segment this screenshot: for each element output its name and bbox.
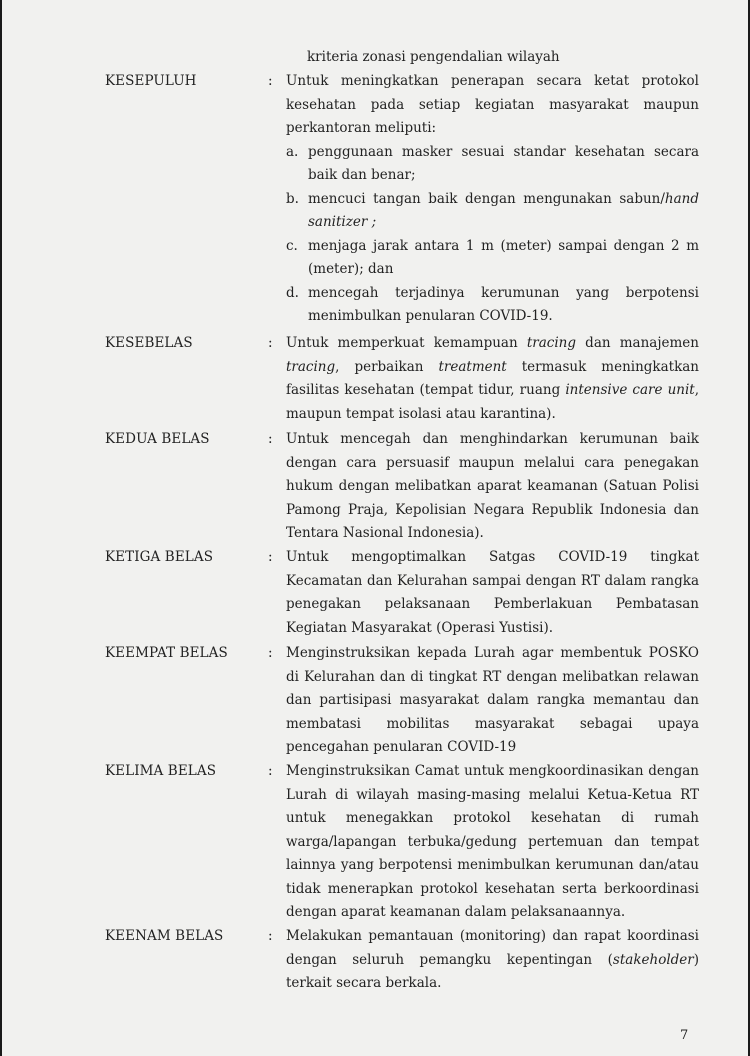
item-text: penggunaan masker sesuai standar kesehatan secara baik dan benar;: [308, 143, 699, 183]
text-run: ) terkait secara berkala.: [286, 951, 699, 991]
colon: :: [268, 763, 273, 779]
colon: :: [268, 431, 273, 447]
colon: :: [268, 928, 273, 944]
text-run-italic: tracing: [526, 335, 576, 351]
colon: :: [268, 645, 273, 661]
list-item: [286, 282, 699, 329]
section-body: [286, 546, 699, 640]
section-body: [286, 332, 699, 426]
section-text: Menginstruksikan Camat untuk mengkoordinasikan dengan Lurah di wilayah masing-masing melalui Ketua-Ketua RT untuk menegakkan protokol kesehatan di rumah warga/lapangan terbuka/gedung pertemuan dan tempat lainnya yang berpotensi menimbulkan kerumunan dan/atau tidak menerapkan protokol kesehatan serta berkoordinasi dengan aparat keamanan dalam pelaksanaannya.: [286, 763, 699, 920]
section-text: Menginstruksikan kepada Lurah agar membentuk POSKO di Kelurahan dan di tingkat RT dengan melibatkan relawan dan partisipasi masyarakat dalam rangka memantau dan membatasi mobilitas masyarakat sebagai upaya pencegahan penularan COVID-19: [286, 645, 699, 755]
section-text: Untuk mengoptimalkan Satgas COVID-19 tingkat Kecamatan dan Kelurahan sampai dengan RT dalam rangka penegakan pelaksanaan Pemberlakuan Pembatasan Kegiatan Masyarakat (Operasi Yustisi).: [286, 549, 699, 636]
text-run: Melakukan pemantauan (monitoring) dan rapat koordinasi dengan seluruh pemangku kepentingan (: [286, 928, 699, 968]
item-text: mencegah terjadinya kerumunan yang berpotensi menimbulkan penularan COVID-19.: [308, 284, 699, 324]
carryover-line: kriteria zonasi pengendalian wilayah: [307, 49, 560, 65]
section-body: [286, 760, 699, 925]
colon: :: [268, 73, 273, 89]
section-text: [286, 332, 699, 426]
section-label: KETIGA BELAS: [105, 549, 214, 565]
text-run: dan manajemen: [576, 335, 699, 351]
text-run-italic: intensive care unit: [565, 382, 695, 398]
text-run: Untuk memperkuat kemampuan: [286, 335, 527, 351]
section-body: [286, 642, 699, 760]
item-text: menjaga jarak antara 1 m (meter) sampai dengan 2 m (meter); dan: [308, 237, 699, 277]
page-number: 7: [680, 1028, 689, 1043]
section-text: [286, 925, 699, 996]
section-label: KEEMPAT BELAS: [105, 645, 228, 661]
list-item: [286, 188, 699, 235]
item-text-italic: hand sanitizer: [308, 190, 699, 230]
item-list: [286, 141, 699, 329]
list-item: [286, 235, 699, 282]
text-run: , perbaikan: [335, 358, 439, 375]
section-intro: Untuk meningkatkan penerapan secara ketat protokol kesehatan pada setiap kegiatan masyarakat maupun perkantoran meliputi:: [286, 73, 699, 136]
section-label: KELIMA BELAS: [105, 763, 217, 779]
item-text: mencuci tangan baik dengan mengunakan sabun/: [308, 190, 665, 207]
colon: :: [268, 335, 273, 351]
section-body: [286, 925, 699, 996]
list-item: [286, 141, 699, 188]
text-run: termasuk meningkatkan fasilitas kesehatan (tempat tidur, ruang: [286, 358, 699, 398]
section-body: [286, 70, 699, 329]
section-label: KEENAM BELAS: [105, 928, 224, 944]
section-label: KEDUA BELAS: [105, 431, 210, 447]
item-marker: c.: [286, 237, 298, 254]
text-run-italic: stakeholder: [612, 951, 694, 968]
text-run: , maupun tempat isolasi atau karantina).: [286, 382, 699, 422]
item-marker: a.: [286, 143, 299, 160]
section-label: KESEBELAS: [105, 335, 193, 351]
item-marker: b.: [286, 190, 299, 207]
item-text-italic: ;: [367, 214, 377, 230]
section-label: KESEPULUH: [105, 73, 197, 89]
section-body: [286, 428, 699, 546]
section-text: Untuk mencegah dan menghindarkan kerumunan baik dengan cara persuasif maupun melalui cara penegakan hukum dengan melibatkan aparat keamanan (Satuan Polisi Pamong Praja, Kepolisian Negara Republik Indonesia dan Tentara Nasional Indonesia).: [286, 431, 699, 541]
item-marker: d.: [286, 284, 299, 301]
text-run-italic: tracing: [286, 358, 336, 375]
text-run-italic: treatment: [438, 358, 507, 375]
colon: :: [268, 549, 273, 565]
